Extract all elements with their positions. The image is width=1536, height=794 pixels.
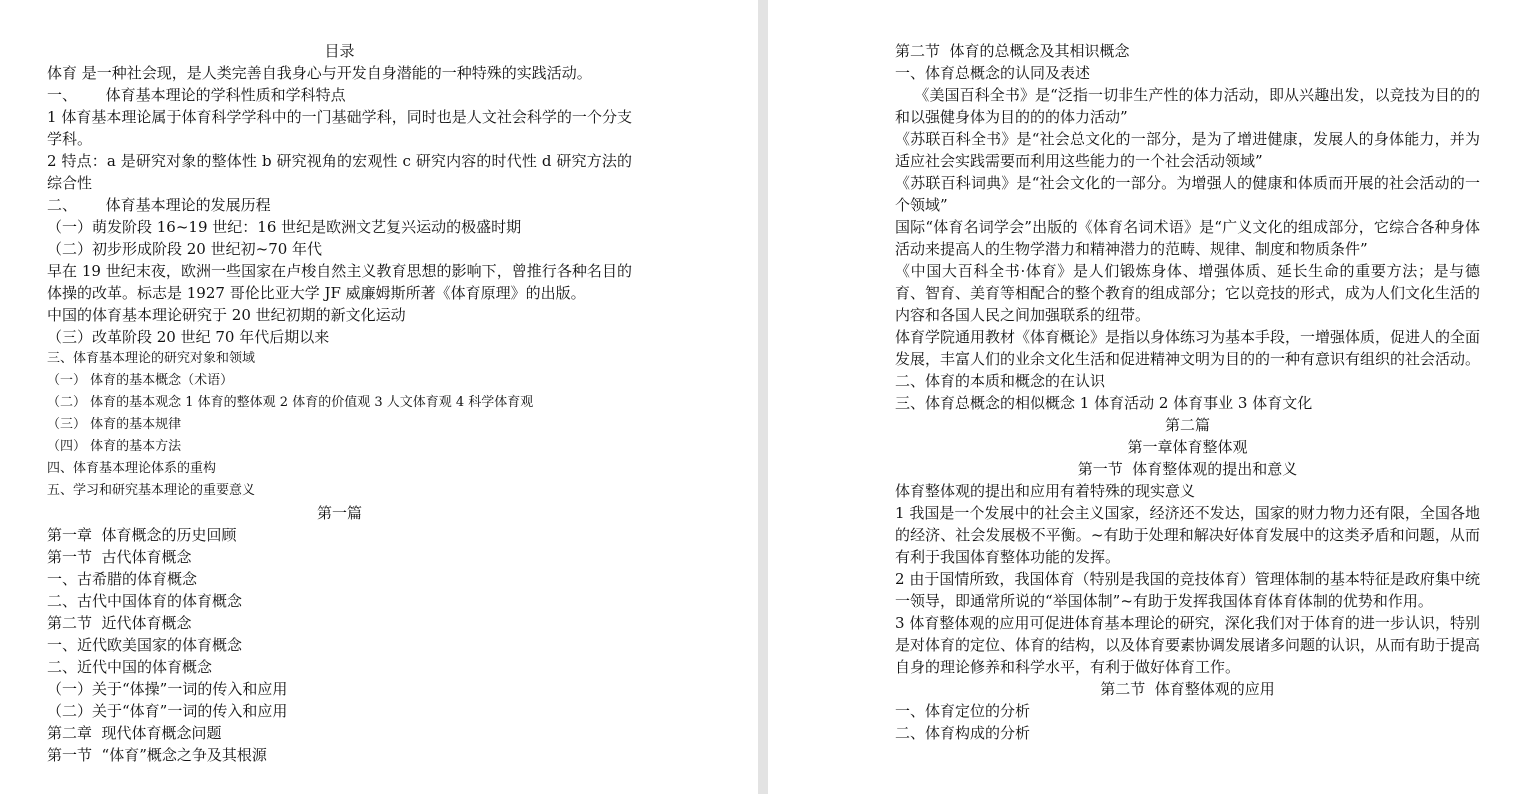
text-line: 目录 — [324, 42, 355, 60]
text-line: （四） 体育的基本方法 — [47, 439, 182, 454]
text-line: （一）关于“体操”一词的传入和应用 — [47, 680, 288, 698]
text-line: 《中国大百科全书·体育》是人们锻炼身体、增强体质、延长生命的重要方法；是与德育、智育、美育等相配合的整个教育的组成部分；它以竞技的形式，成为人们文化生活的内容和各国人民之间加强联系的纽带。 — [895, 262, 1481, 324]
page-left — [0, 0, 758, 794]
text-line: 二、体育的本质和概念的在认识 — [895, 372, 1106, 390]
text-line: 第二节 近代体育概念 — [47, 614, 192, 632]
text-line: 一、近代欧美国家的体育概念 — [47, 636, 243, 654]
text-line: 第一节 “体育”概念之争及其根源 — [47, 746, 267, 764]
text-line: （二）关于“体育”一词的传入和应用 — [47, 702, 288, 720]
text-line: 三、体育基本理论的研究对象和领域 — [47, 351, 256, 366]
text-line: 第二章 现代体育概念问题 — [47, 724, 222, 742]
text-line: 1 我国是一个发展中的社会主义国家，经济还不发达，国家的财力物力还有限，全国各地的经济、社会发展极不平衡。~有助于处理和解决好体育发展中的这类矛盾和问题，从而有利于我国体育整体功能的发挥。 — [895, 504, 1480, 566]
text-line: 一、体育定位的分析 — [895, 702, 1031, 720]
text-line: 第一节 古代体育概念 — [47, 548, 192, 566]
text-line: 一、古希腊的体育概念 — [47, 570, 198, 588]
text-line: （二） 体育的基本观念 1 体育的整体观 2 体育的价值观 3 人文体育观 4 科学体育观 — [47, 395, 534, 410]
text-line: （一） 体育的基本概念（术语） — [47, 373, 234, 388]
text-line: 五、学习和研究基本理论的重要意义 — [47, 483, 256, 498]
text-line: 2 特点：a 是研究对象的整体性 b 研究视角的宏观性 c 研究内容的时代性 d 研究方法的综合性 — [47, 152, 632, 192]
text-line: 体育学院通用教材《体育概论》是指以身体练习为基本手段，一增强体质，促进人的全面发展，丰富人们的业余文化生活和促进精神文明为目的的一种有意识有组织的社会活动。 — [895, 328, 1481, 368]
text-line: （二）初步形成阶段 20 世纪初~70 年代 — [47, 240, 323, 258]
right-page-content — [895, 40, 1480, 744]
text-line: 四、体育基本理论体系的重构 — [47, 461, 217, 476]
text-line: 第一章体育整体观 — [1127, 438, 1248, 456]
text-line: 一、 体育基本理论的学科性质和学科特点 — [47, 86, 346, 104]
text-line: 第一节 体育整体观的提出和意义 — [1077, 460, 1298, 478]
text-line: 二、体育构成的分析 — [895, 724, 1031, 742]
text-line: 体育整体观的提出和应用有着特殊的现实意义 — [895, 482, 1196, 500]
text-line: 早在 19 世纪末夜，欧洲一些国家在卢梭自然主义教育思想的影响下，曾推行各种名目的体操的改革。标志是 1927 哥伦比亚大学 JF 威廉姆斯所著《体育原理》的出版。 — [47, 262, 632, 302]
text-line: 《苏联百科词典》是“社会文化的一部分。为增强人的健康和体质而开展的社会活动的一个领域” — [895, 174, 1480, 214]
text-line: 二、 体育基本理论的发展历程 — [47, 196, 271, 214]
text-line: 一、体育总概念的认同及表述 — [895, 64, 1091, 82]
text-line: （一）萌发阶段 16~19 世纪：16 世纪是欧洲文艺复兴运动的极盛时期 — [47, 218, 522, 236]
text-line: 中国的体育基本理论研究于 20 世纪初期的新文化运动 — [47, 306, 406, 324]
text-line: 体育 是一种社会现，是人类完善自我身心与开发自身潜能的一种特殊的实践活动。 — [47, 64, 592, 82]
text-line: 二、古代中国体育的体育概念 — [47, 592, 243, 610]
text-line: 第一章 体育概念的历史回顾 — [47, 526, 237, 544]
text-line: 第二节 体育的总概念及其相识概念 — [895, 42, 1130, 60]
text-line: （三） 体育的基本规律 — [47, 417, 182, 432]
text-line: 3 体育整体观的应用可促进体育基本理论的研究，深化我们对于体育的进一步认识，特别是对体育的定位、体育的结构，以及体育要素协调发展诸多问题的认识，从而有助于提高自身的理论修养和科学水平，有利于做好体育工作。 — [895, 614, 1481, 676]
text-line: 国际“体育名词学会”出版的《体育名词术语》是“广义文化的组成部分，它综合各种身体活动来提高人的生物学潜力和精神潜力的范畴、规律、制度和物质条件” — [895, 218, 1480, 258]
text-line: 二、近代中国的体育概念 — [47, 658, 213, 676]
text-line: 三、体育总概念的相似概念 1 体育活动 2 体育事业 3 体育文化 — [895, 394, 1313, 412]
text-line: 《苏联百科全书》是“社会总文化的一部分，是为了增进健康，发展人的身体能力，并为适应社会实践需要而利用这些能力的一个社会活动领域” — [895, 130, 1480, 170]
text-line: 第一篇 — [316, 504, 362, 522]
text-line: （三）改革阶段 20 世纪 70 年代后期以来 — [47, 328, 330, 346]
page-right — [768, 0, 1536, 794]
text-line: 第二节 体育整体观的应用 — [1100, 680, 1275, 698]
text-line: 2 由于国情所致，我国体育（特别是我国的竞技体育）管理体制的基本特征是政府集中统一领导，即通常所说的“举国体制”~有助于发挥我国体育体育体制的优势和作用。 — [895, 570, 1480, 610]
text-line: 1 体育基本理论属于体育科学学科中的一门基础学科，同时也是人文社会科学的一个分支学科。 — [47, 108, 632, 148]
text-line: 《美国百科全书》是“泛指一切非生产性的体力活动，即从兴趣出发，以竞技为目的的和以强健身体为目的的的体力活动” — [895, 86, 1480, 126]
text-line: 第二篇 — [1164, 416, 1210, 434]
left-page-content — [47, 40, 632, 766]
